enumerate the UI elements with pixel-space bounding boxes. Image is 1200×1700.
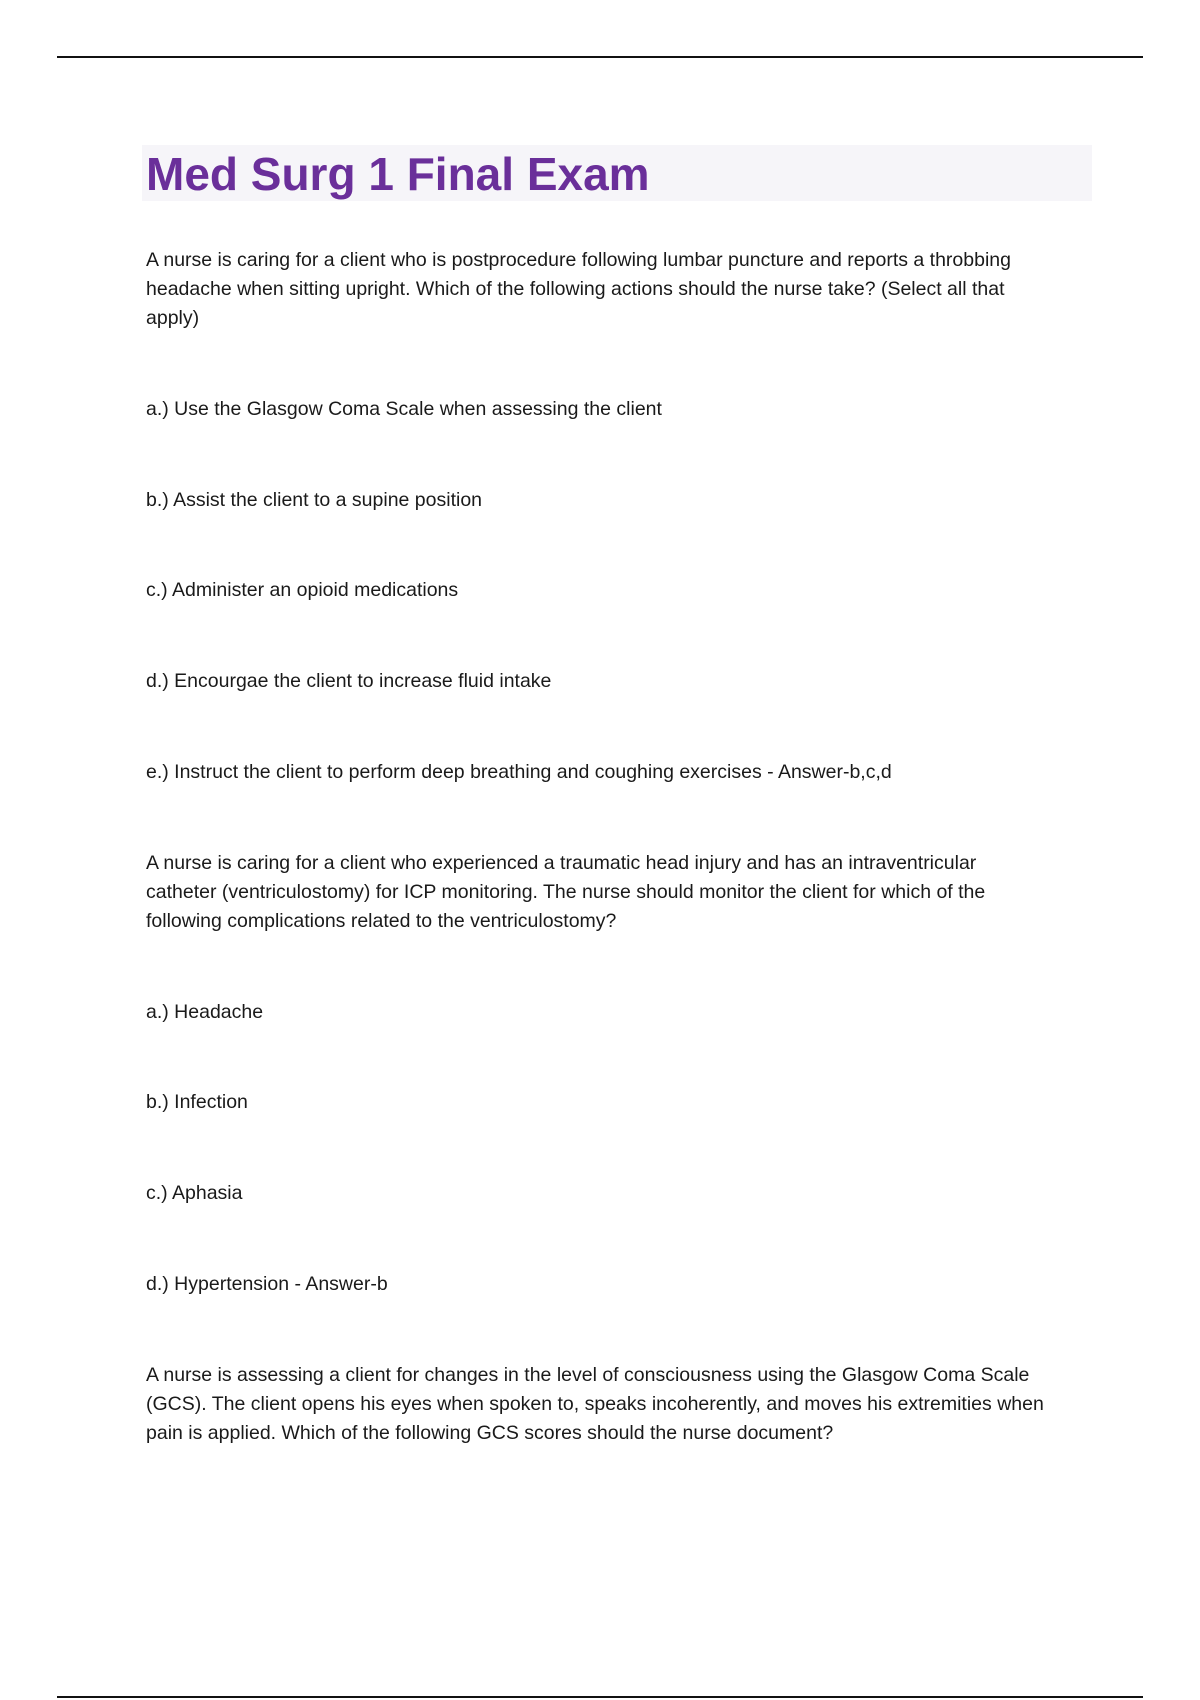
question-1-text-line-2: headache when sitting upright. Which of the following actions should the nurse take? (Select all that (146, 278, 1005, 300)
question-2-text-line-2: catheter (ventriculostomy) for ICP monitoring. The nurse should monitor the client for which of the (146, 881, 986, 903)
question-1-option-b: b.) Assist the client to a supine position (146, 489, 483, 511)
question-2-option-d-answer: d.) Hypertension - Answer-b (146, 1273, 388, 1295)
question-2-text-line-1: A nurse is caring for a client who experienced a traumatic head injury and has an intraventricular (146, 852, 977, 874)
question-3-text-line-1: A nurse is assessing a client for changes in the level of consciousness using the Glasgow Coma Scale (146, 1364, 1030, 1386)
question-2-option-c: c.) Aphasia (146, 1182, 243, 1204)
question-2-text-line-3: following complications related to the ventriculostomy? (146, 910, 617, 932)
question-2-option-a: a.) Headache (146, 1001, 264, 1023)
question-3-text-line-3: pain is applied. Which of the following GCS scores should the nurse document? (146, 1422, 834, 1444)
question-1-option-c: c.) Administer an opioid medications (146, 579, 459, 601)
question-2-option-b: b.) Infection (146, 1091, 248, 1113)
question-1-text-line-1: A nurse is caring for a client who is postprocedure following lumbar puncture and reports a throbbing (146, 249, 1011, 271)
question-1-option-a: a.) Use the Glasgow Coma Scale when assessing the client (146, 398, 662, 420)
question-1-option-d: d.) Encourgae the client to increase fluid intake (146, 670, 552, 692)
question-1-text-line-3: apply) (146, 307, 200, 329)
header-rule (57, 56, 1143, 58)
question-1-option-e-answer: e.) Instruct the client to perform deep breathing and coughing exercises - Answer-b,c,d (146, 761, 892, 783)
document-title: Med Surg 1 Final Exam (146, 148, 650, 200)
footer-rule (57, 1696, 1143, 1698)
question-3-text-line-2: (GCS). The client opens his eyes when spoken to, speaks incoherently, and moves his extremities when (146, 1393, 1044, 1415)
